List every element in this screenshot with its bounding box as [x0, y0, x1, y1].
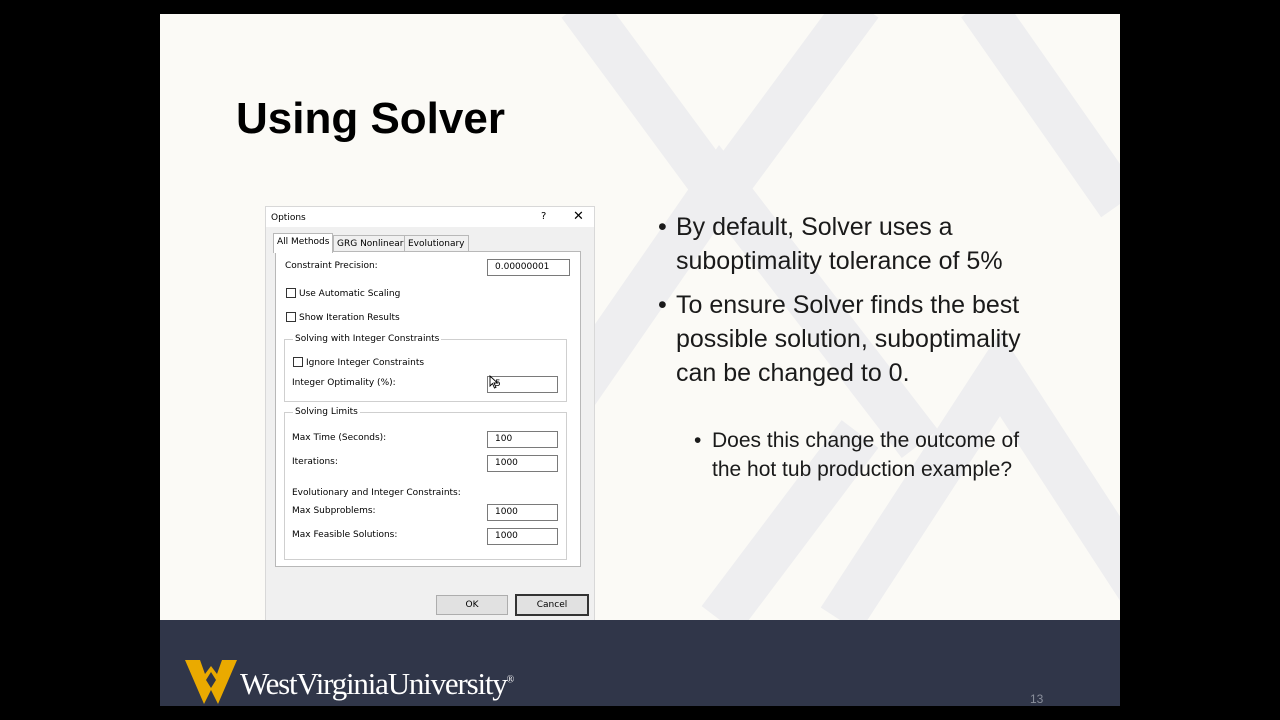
university-name: WestVirginiaUniversity	[240, 666, 507, 701]
max-feasible-solutions-label: Max Feasible Solutions:	[292, 530, 398, 540]
tab-grg-nonlinear[interactable]: GRG Nonlinear	[333, 235, 407, 252]
close-icon[interactable]: ✕	[573, 209, 584, 224]
options-dialog	[265, 206, 595, 622]
ignore-integer-constraints-label: Ignore Integer Constraints	[306, 358, 425, 368]
bullet-dot: •	[658, 213, 667, 241]
bullet-text: By default, Solver uses a suboptimality tolerance of 5%	[676, 213, 1003, 275]
iterations-label: Iterations:	[292, 457, 338, 467]
slide	[160, 14, 1120, 706]
max-time-label: Max Time (Seconds):	[292, 433, 387, 443]
wvu-flying-wv-logo	[185, 660, 237, 704]
constraint-precision-label: Constraint Precision:	[285, 261, 378, 271]
max-subproblems-label: Max Subproblems:	[292, 506, 376, 516]
bullet-dot: •	[658, 291, 667, 319]
help-icon[interactable]: ?	[541, 211, 547, 222]
show-iteration-results-checkbox[interactable]	[286, 312, 296, 322]
max-time-input[interactable]: 100	[487, 431, 558, 448]
max-feasible-solutions-input[interactable]: 1000	[487, 528, 558, 545]
slide-title: Using Solver	[236, 94, 505, 143]
bullet-dot: •	[694, 429, 702, 452]
slide-footer	[160, 620, 1120, 706]
dialog-title-bar	[266, 207, 594, 227]
max-subproblems-input[interactable]: 1000	[487, 504, 558, 521]
use-automatic-scaling-checkbox[interactable]	[286, 288, 296, 298]
mouse-cursor-icon	[489, 375, 499, 389]
tab-evolutionary[interactable]: Evolutionary	[404, 235, 469, 252]
use-automatic-scaling-label: Use Automatic Scaling	[299, 289, 401, 299]
ignore-integer-constraints-checkbox[interactable]	[293, 357, 303, 367]
iterations-input[interactable]: 1000	[487, 455, 558, 472]
tab-all-methods[interactable]: All Methods	[273, 233, 333, 253]
integer-constraints-group-title: Solving with Integer Constraints	[295, 334, 440, 344]
page-number: 13	[1030, 692, 1044, 706]
show-iteration-results-label: Show Iteration Results	[299, 313, 400, 323]
solving-limits-group	[284, 407, 567, 560]
university-wordmark	[240, 666, 514, 702]
dialog-title: Options	[271, 213, 306, 223]
integer-optimality-input[interactable]: 5	[487, 376, 558, 393]
integer-constraints-group	[284, 334, 567, 402]
integer-optimality-label: Integer Optimality (%):	[292, 378, 396, 388]
all-methods-panel	[275, 251, 581, 567]
trademark-symbol: ®	[506, 674, 515, 686]
constraint-precision-input[interactable]: 0.00000001	[487, 259, 570, 276]
sub-bullet-text: Does this change the outcome of the hot tub production example?	[712, 429, 1020, 481]
bullet-text: To ensure Solver finds the best possible solution, suboptimality can be changed to 0.	[676, 291, 1021, 387]
cancel-button[interactable]: Cancel	[515, 594, 589, 616]
solving-limits-group-title: Solving Limits	[295, 407, 358, 417]
evolutionary-integer-header: Evolutionary and Integer Constraints:	[292, 488, 461, 498]
ok-button[interactable]: OK	[436, 595, 508, 615]
